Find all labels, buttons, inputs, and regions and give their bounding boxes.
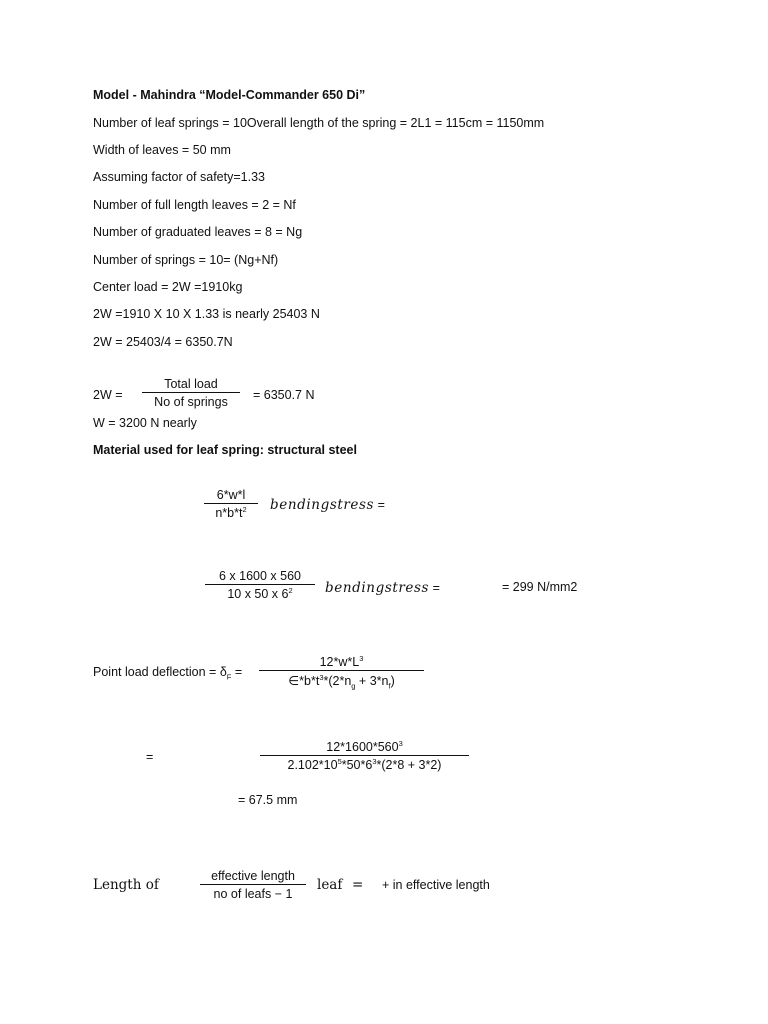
deflection-formula-denominator: $\in*b*t^3*(2*n_g + 3*n_f)$ [288,672,395,691]
deflection-formula-fraction [259,653,424,691]
bending-formula-numerator: 6*w*l [216,488,246,502]
deflection-result: = 67.5 mm [238,793,298,807]
eq-2w-fraction [142,377,240,409]
line-leaf-springs: Number of leaf springs = 10Overall length of the spring = 2L1 = 115cm = 1150mm [93,116,545,130]
doc-title: Model - Mahindra “Model-Commander 650 Di” [93,88,366,102]
line-number-of-springs: Number of springs = 10= (Ng+Nf) [93,253,279,267]
length-of-leaf-equals: = [352,877,364,893]
deflection-values-numerator: $12*1600*560^3$ [326,738,403,754]
eq-2w-result: = 6350.7 N [253,388,315,402]
length-of-prefix: Length of [93,877,159,893]
length-of-leaf-denominator: no of leafs − 1 [213,887,293,901]
eq-2w-lhs: 2W = [93,388,123,402]
line-2w-division: 2W = 25403/4 = 6350.7N [93,335,233,349]
line-material: Material used for leaf spring: structural steel [93,443,357,457]
bending-formula-fraction [204,488,258,520]
deflection-values-denominator: $2.102*10^5*50*6^3*(2*8 + 3*2)$ [287,756,442,772]
deflection-values-equals: = [146,750,154,764]
bending-formula-denominator: $n*b*t^2$ [215,504,247,520]
eq-2w-denominator: No of springs [154,395,228,409]
length-of-leaf-fraction [200,869,306,901]
line-w-value: W = 3200 N nearly [93,416,197,430]
line-width: Width of leaves = 50 mm [93,143,231,157]
bending-values-fraction [205,569,315,601]
line-graduated-leaves: Number of graduated leaves = 8 = Ng [93,225,303,239]
length-of-leaf-word: leaf [317,877,343,893]
bending-values-denominator: 10 x 50 x $6^2$ [227,585,293,601]
deflection-formula-numerator: $12*w*L^3$ [319,653,364,669]
deflection-values-fraction [260,740,469,772]
length-of-leaf-suffix: + in effective length [382,878,490,892]
line-factor-of-safety: Assuming factor of safety=1.33 [93,170,265,184]
bending-formula-label: bendingstress = [270,497,385,513]
bending-values-numerator: 6 x 1600 x 560 [218,569,301,583]
line-center-load: Center load = 2W =1910kg [93,280,243,294]
line-2w-calc: 2W =1910 X 10 X 1.33 is nearly 25403 N [93,307,320,321]
length-of-leaf-numerator: effective length [211,869,295,883]
deflection-lhs: Point load deflection = $\delta_F$ = [93,665,243,682]
eq-2w-numerator: Total load [164,377,218,391]
bending-values-label: bendingstress = [325,580,440,596]
bending-stress-result: = 299 N/mm2 [502,580,578,594]
line-full-leaves: Number of full length leaves = 2 = Nf [93,198,296,212]
